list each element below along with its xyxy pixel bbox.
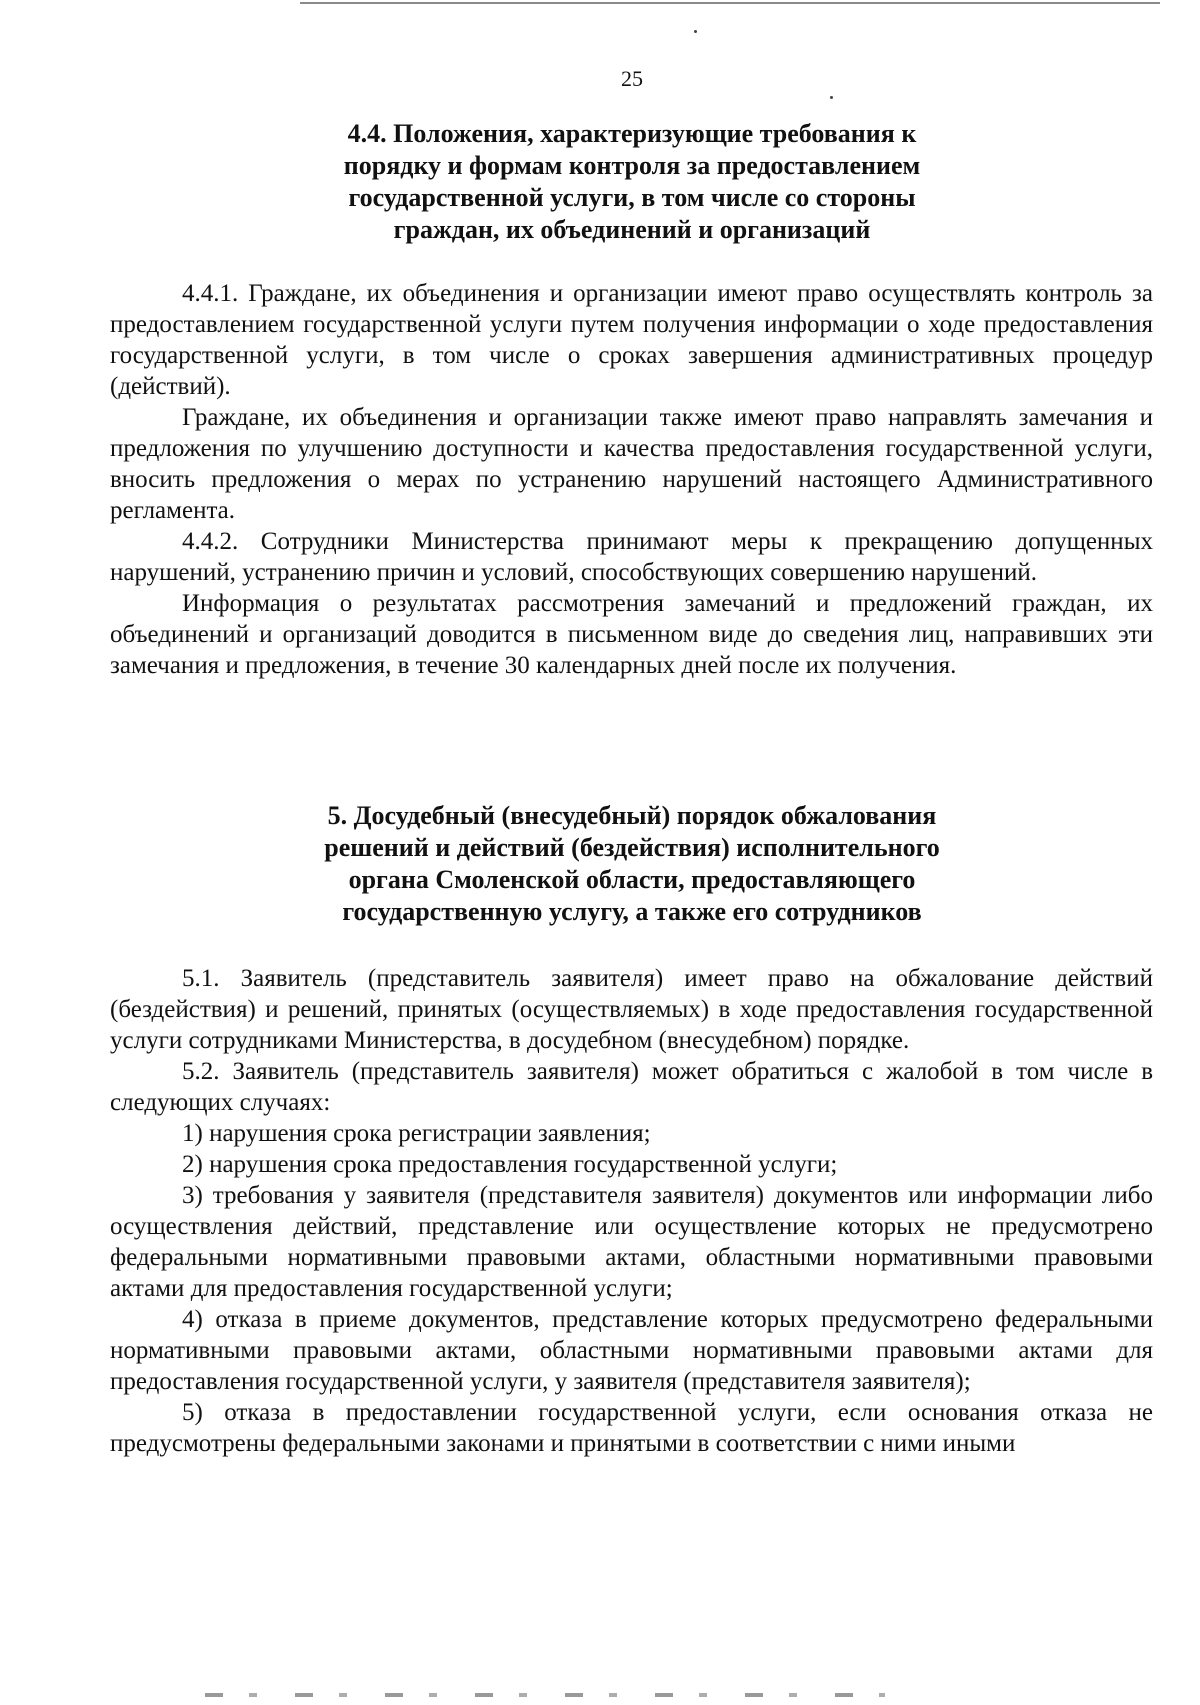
list-item: 2) нарушения срока предоставления государственной услуги; bbox=[182, 1151, 838, 1178]
scan-bottom-edge bbox=[205, 1693, 885, 1697]
heading-line: 5. Досудебный (внесудебный) порядок обжалования bbox=[327, 801, 937, 830]
list-item: 1) нарушения срока регистрации заявления; bbox=[182, 1120, 651, 1147]
page-number: 25 bbox=[621, 66, 643, 91]
section-4-4-body bbox=[110, 278, 1153, 681]
heading-line: 4.4. Положения, характеризующие требования к bbox=[347, 119, 917, 148]
heading-line: государственную услугу, а также его сотрудников bbox=[342, 897, 922, 926]
list-item: 4) отказа в приеме документов, представление которых предусмотрено федеральными нормативными правовыми актами, областными нормативными правовыми актами для предоставления государственной услуги, у заявителя (представителя заявителя); bbox=[110, 1306, 1153, 1395]
list-item: 5) отказа в предоставлении государственной услуги, если основания отказа не предусмотрены федеральными законами и принятыми в соответствии с ними иными bbox=[110, 1399, 1153, 1457]
paragraph: 5.2. Заявитель (представитель заявителя) может обратиться с жалобой в том числе в следующих случаях: bbox=[110, 1058, 1153, 1116]
paragraph: 5.1. Заявитель (представитель заявителя) имеет право на обжалование действий (бездействия) и решений, принятых (осуществляемых) в ходе предоставления государственной услуги сотрудниками Министерства, в досудебном (внесудебном) порядке. bbox=[110, 965, 1153, 1054]
scan-speck bbox=[830, 96, 833, 99]
section-4-4-heading bbox=[0, 118, 1200, 246]
section-5-heading bbox=[0, 800, 1200, 928]
heading-line: граждан, их объединений и организаций bbox=[393, 215, 871, 244]
heading-line: порядку и формам контроля за предоставлением bbox=[343, 151, 921, 180]
paragraph: Граждане, их объединения и организации также имеют право направлять замечания и предложения по улучшению доступности и качества предоставления государственной услуги, вносить предложения о мерах по устранению нарушений настоящего Административного регламента. bbox=[110, 404, 1153, 524]
heading-line: органа Смоленской области, предоставляющего bbox=[348, 865, 916, 894]
paragraph: 4.4.2. Сотрудники Министерства принимают меры к прекращению допущенных нарушений, устранению причин и условий, способствующих совершению нарушений. bbox=[110, 528, 1153, 586]
paragraph: Информация о результатах рассмотрения замечаний и предложений граждан, их объединений и организаций доводится в письменном виде до сведения лиц, направивших эти замечания и предложения, в течение 30 календарных дней после их получения. bbox=[110, 590, 1153, 679]
scan-speck bbox=[694, 30, 697, 33]
scan-top-edge bbox=[300, 2, 1160, 4]
heading-line: решений и действий (бездействия) исполнительного bbox=[324, 833, 940, 862]
paragraph: 4.4.1. Граждане, их объединения и организации имеют право осуществлять контроль за предоставлением государственной услуги путем получения информации о ходе предоставления государственной услуги, в том числе о сроках завершения административных процедур (действий). bbox=[110, 280, 1153, 400]
section-5-body bbox=[110, 963, 1153, 1459]
heading-line: государственной услуги, в том числе со стороны bbox=[348, 183, 916, 212]
list-item: 3) требования у заявителя (представителя заявителя) документов или информации либо осуществления действий, представление или осуществление которых не предусмотрено федеральными нормативными правовыми актами, областными нормативными правовыми актами для предоставления государственной услуги; bbox=[110, 1182, 1153, 1302]
